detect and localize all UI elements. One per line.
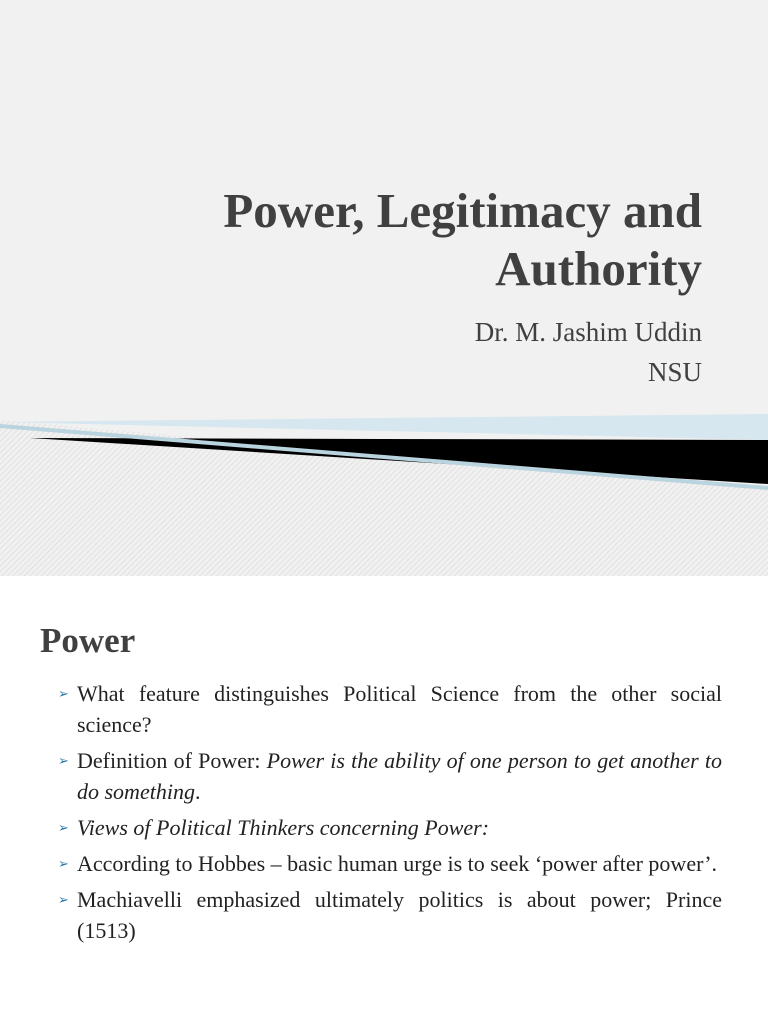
arrow-right-icon: ➢ (58, 754, 69, 769)
content-slide (0, 586, 768, 1024)
arrow-right-icon: ➢ (58, 687, 69, 702)
author-name: Dr. M. Jashim Uddin (474, 317, 702, 347)
bullet-italic: Views of Political Thinkers concerning Power: (77, 815, 490, 840)
bullet-item (58, 745, 722, 807)
title-line-1: Power, Legitimacy and (223, 183, 702, 238)
bullet-item (58, 848, 722, 879)
bullet-item (58, 884, 722, 946)
slide-title (82, 182, 702, 298)
bullet-suffix: . (194, 779, 201, 804)
institution: NSU (647, 357, 702, 387)
bullet-item (58, 812, 722, 843)
arrow-right-icon: ➢ (58, 821, 69, 836)
bullet-item (58, 678, 722, 740)
arrow-right-icon: ➢ (58, 857, 69, 872)
bullet-prefix: Definition of Power: (77, 748, 267, 773)
slide-heading: Power (40, 621, 136, 660)
title-line-2: Authority (495, 241, 702, 296)
bullet-text: According to Hobbes – basic human urge is to seek ‘power after power’. (77, 851, 718, 876)
bullet-italic: Power is the ability of one person to get another to do something (77, 748, 722, 804)
bullet-list (58, 678, 722, 951)
bullet-text: Machiavelli emphasized ultimately politics is about power; Prince (1513) (77, 887, 722, 943)
bullet-text: What feature distinguishes Political Science from the other social science? (77, 681, 722, 737)
arrow-right-icon: ➢ (58, 893, 69, 908)
slide-subtitle (182, 312, 702, 392)
